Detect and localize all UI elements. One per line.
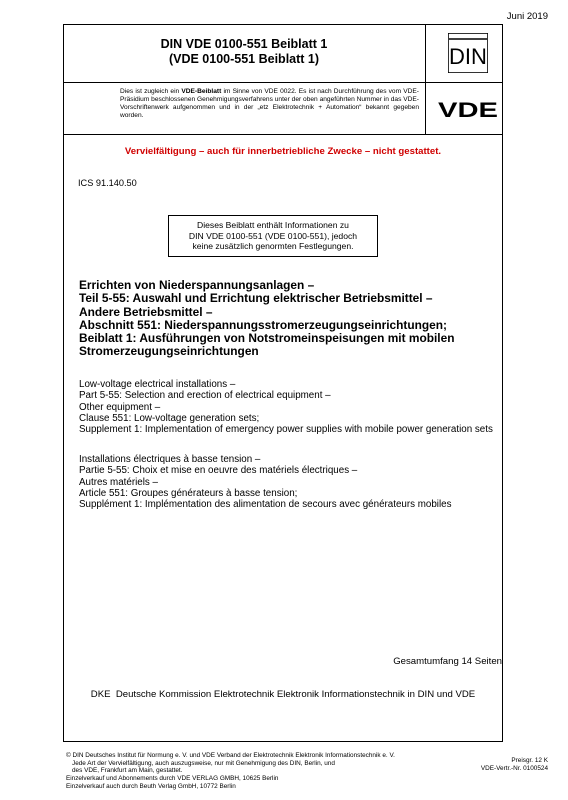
ics-code: ICS 91.140.50 xyxy=(78,178,137,188)
price-group: Preisgr. 12 K xyxy=(511,757,548,764)
title-english-line: Supplement 1: Implementation of emergency power supplies with mobile power generation sets xyxy=(79,424,493,436)
title-german-line: Abschnitt 551: Niederspannungsstromerzeugungseinrichtungen; xyxy=(79,317,447,332)
title-english-line: Other equipment – xyxy=(79,401,161,413)
dke-line: DKE Deutsche Kommission Elektrotechnik Elektronik Informationstechnik in DIN und VDE xyxy=(90,689,476,700)
vde-logo xyxy=(437,98,499,120)
title-german-line: Andere Betriebsmittel – xyxy=(79,304,213,319)
footer-copyright xyxy=(66,752,395,791)
publication-date: Juni 2019 xyxy=(506,11,548,22)
info-box-line: keine zusätzlich genormten Festlegungen. xyxy=(192,241,354,251)
title-german-line: Teil 5-55: Auswahl und Errichtung elektrischer Betriebsmittel – xyxy=(79,291,433,306)
footer-line: Einzelverkauf auch durch Beuth Verlag GmbH, 10772 Berlin xyxy=(66,782,236,790)
title-german-line: Beiblatt 1: Ausführungen von Notstromeinspeisungen mit mobilen xyxy=(79,331,455,346)
title-german-line: Errichten von Niederspannungsanlagen – xyxy=(79,278,315,292)
title-french-line: Supplément 1: Implémentation des alimentation de secours avec générateurs mobiles xyxy=(79,499,452,511)
footer-line: Einzelverkauf und Abonnements durch VDE VERLAG GMBH, 10625 Berlin xyxy=(66,775,279,783)
standard-title-line: (VDE 0100-551 Beiblatt 1) xyxy=(168,52,320,66)
reproduction-notice: Vervielfältigung – auch für innerbetriebliche Zwecke – nicht gestattet. xyxy=(124,146,442,157)
din-logo xyxy=(448,33,488,73)
title-german-line: Stromerzeugungseinrichtungen xyxy=(79,344,259,359)
vde-distribution-number: VDE-Vertr.-Nr. 0100524 xyxy=(480,764,548,772)
footer-line: © DIN Deutsches Institut für Normung e. V. und VDE Verband der Elektrotechnik Elektronik Informationstechnik e. V. xyxy=(66,752,395,759)
title-german xyxy=(79,279,499,359)
footer-price xyxy=(481,757,548,772)
title-french-line: Article 551: Groupes générateurs à basse tension; xyxy=(79,487,298,499)
title-french-line: Partie 5-55: Choix et mise en oeuvre des matériels électriques – xyxy=(79,465,358,477)
footer-line: Jede Art der Vervielfältigung, auch auszugsweise, nur mit Genehmigung des DIN, Berlin, und xyxy=(72,759,335,767)
title-english xyxy=(79,379,499,435)
title-english-line: Clause 551: Low-voltage generation sets; xyxy=(79,412,260,424)
standard-title-line: DIN VDE 0100-551 Beiblatt 1 xyxy=(160,37,328,51)
title-french-line: Installations électriques à basse tension – xyxy=(79,454,261,465)
info-box-line: DIN VDE 0100-551 (VDE 0100-551), jedoch xyxy=(188,230,358,241)
footer-line: des VDE, Frankfurt am Main, gestattet. xyxy=(72,767,183,775)
standard-title xyxy=(63,37,425,67)
total-pages: Gesamtumfang 14 Seiten xyxy=(393,656,502,667)
vde-logo-text: VDE xyxy=(438,99,498,120)
note-bold: VDE-Beiblatt xyxy=(181,88,222,95)
info-box-line: Dieses Beiblatt enthält Informationen zu xyxy=(197,220,349,230)
title-french xyxy=(79,454,499,510)
info-box xyxy=(168,215,378,257)
header-divider xyxy=(425,24,426,135)
note-text: im Sinne von VDE 0022. Es ist nach Durchführung des vom VDE-Präsidium beschlossenen Genehmigungsverfahrens unter der oben angeführten Nummer in das VDE-Vorschriftenwerk aufgenommen und in der „etz Elektrotechnik + Automation“ bekannt gegeben worden. xyxy=(120,88,419,119)
title-english-line: Low-voltage electrical installations – xyxy=(79,379,236,390)
din-logo-text: DIN xyxy=(449,44,487,69)
title-english-line: Part 5-55: Selection and erection of electrical equipment – xyxy=(79,390,331,402)
vde-note xyxy=(120,88,419,120)
title-french-line: Autres matériels – xyxy=(79,476,158,488)
note-text: Dies ist zugleich ein xyxy=(120,88,182,95)
